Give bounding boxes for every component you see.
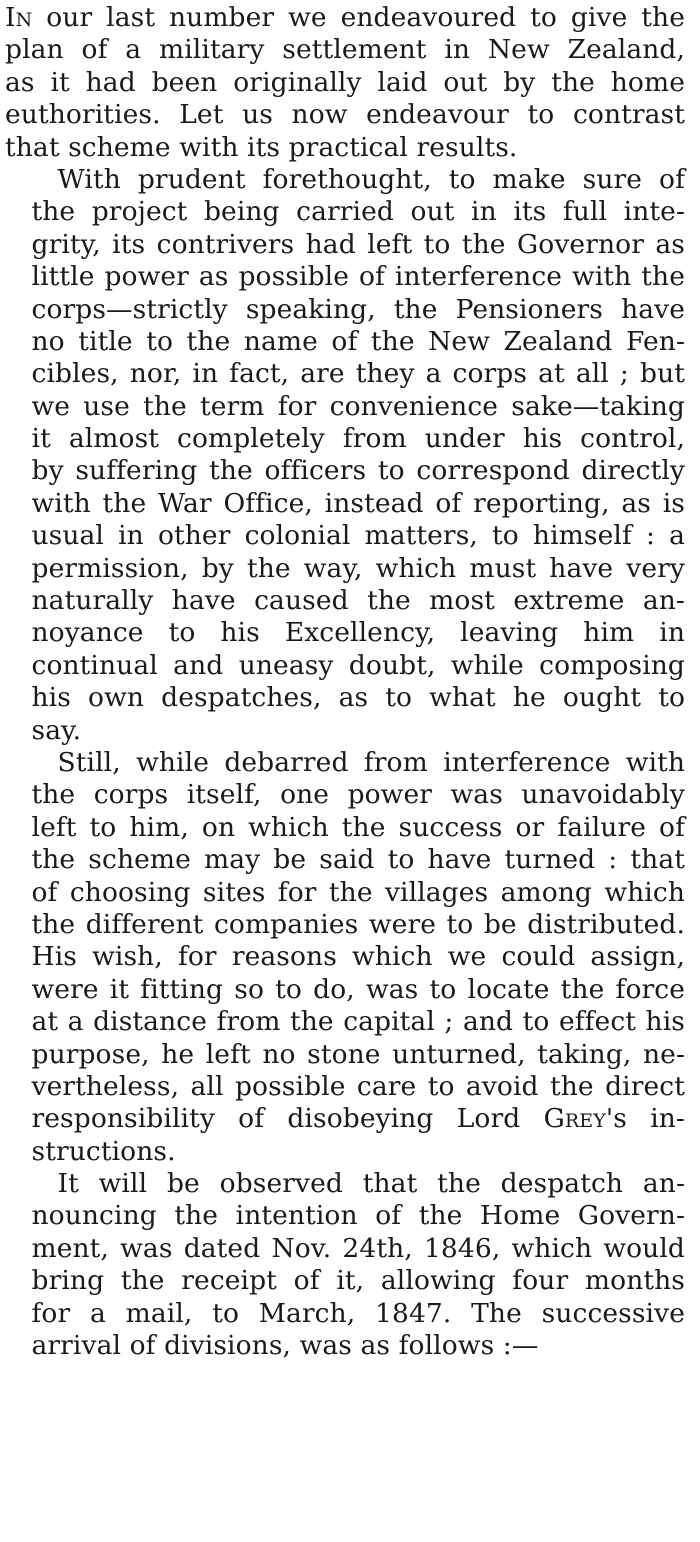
document-page bbox=[5, 2, 685, 1362]
paragraph-1 bbox=[5, 2, 685, 164]
text-line: permission, by the way, which must have very bbox=[31, 552, 685, 584]
text-line: the corps itself, one power was unavoidably bbox=[31, 779, 685, 811]
text-line: responsibility of disobeying Lord Grey's in- bbox=[31, 1103, 685, 1135]
text-line: no title to the name of the New Zealand Fen- bbox=[31, 325, 685, 357]
text-line: corps—strictly speaking, the Pensioners have bbox=[31, 293, 685, 325]
text-line: euthorities. Let us now endeavour to contrast bbox=[5, 99, 685, 131]
text-line: arrival of divisions, was as follows :— bbox=[31, 1330, 539, 1362]
text-line: the scheme may be said to have turned : that bbox=[31, 844, 685, 876]
text-line: by suffering the officers to correspond directly bbox=[31, 455, 685, 487]
text-line: continual and uneasy doubt, while composing bbox=[31, 649, 685, 681]
text-line: little power as possible of interference with the bbox=[31, 261, 685, 293]
text-line: ment, was dated Nov. 24th, 1846, which would bbox=[31, 1232, 685, 1264]
text-line: grity, its contrivers had left to the Governor as bbox=[31, 228, 685, 260]
text-line: his own despatches, as to what he ought to bbox=[31, 682, 685, 714]
text-line: the different companies were to be distributed. bbox=[31, 908, 685, 940]
paragraph-4 bbox=[5, 1168, 685, 1362]
text-line: left to him, on which the success or failure of bbox=[31, 811, 685, 843]
text-line: In our last number we endeavoured to give the bbox=[5, 2, 685, 33]
text-line: of choosing sites for the villages among which bbox=[31, 876, 685, 908]
paragraph-2 bbox=[5, 164, 685, 747]
text-line: naturally have caused the most extreme an- bbox=[31, 585, 685, 617]
text-line: nouncing the intention of the Home Govern- bbox=[31, 1200, 685, 1232]
text-line: at a distance from the capital ; and to effect his bbox=[31, 1006, 685, 1038]
text-line: With prudent forethought, to make sure of bbox=[57, 163, 685, 195]
text-line: structions. bbox=[31, 1135, 176, 1167]
text-line: were it fitting so to do, was to locate the force bbox=[31, 973, 685, 1005]
text-line: that scheme with its practical results. bbox=[5, 131, 518, 163]
text-line: we use the term for convenience sake—taking bbox=[31, 390, 685, 422]
text-line: vertheless, all possible care to avoid the direct bbox=[31, 1070, 685, 1102]
text-line: cibles, nor, in fact, are they a corps at all ; but bbox=[31, 358, 685, 390]
text-line: purpose, he left no stone unturned, taking, ne- bbox=[31, 1038, 685, 1070]
text-line: plan of a military settlement in New Zealand, bbox=[5, 34, 685, 66]
text-line: His wish, for reasons which we could assign, bbox=[31, 941, 685, 973]
text-line: It will be observed that the despatch an- bbox=[57, 1168, 685, 1200]
text-line: for a mail, to March, 1847. The successive bbox=[31, 1297, 685, 1329]
text-line: Still, while debarred from interference with bbox=[57, 746, 685, 778]
text-line: noyance to his Excellency, leaving him in bbox=[31, 617, 685, 649]
text-line: say. bbox=[31, 714, 82, 746]
text-line: with the War Office, instead of reporting, as is bbox=[31, 487, 685, 519]
lead-word: In bbox=[5, 2, 33, 33]
name-lord-grey: Grey bbox=[543, 1103, 606, 1135]
text-line: the project being carried out in its full inte- bbox=[31, 196, 685, 228]
paragraph-3 bbox=[5, 747, 685, 1168]
text-line: usual in other colonial matters, to himself : a bbox=[31, 520, 685, 552]
text-line: as it had been originally laid out by the home bbox=[5, 66, 685, 98]
text-line: it almost completely from under his control, bbox=[31, 423, 685, 455]
text-line: bring the receipt of it, allowing four months bbox=[31, 1265, 685, 1297]
